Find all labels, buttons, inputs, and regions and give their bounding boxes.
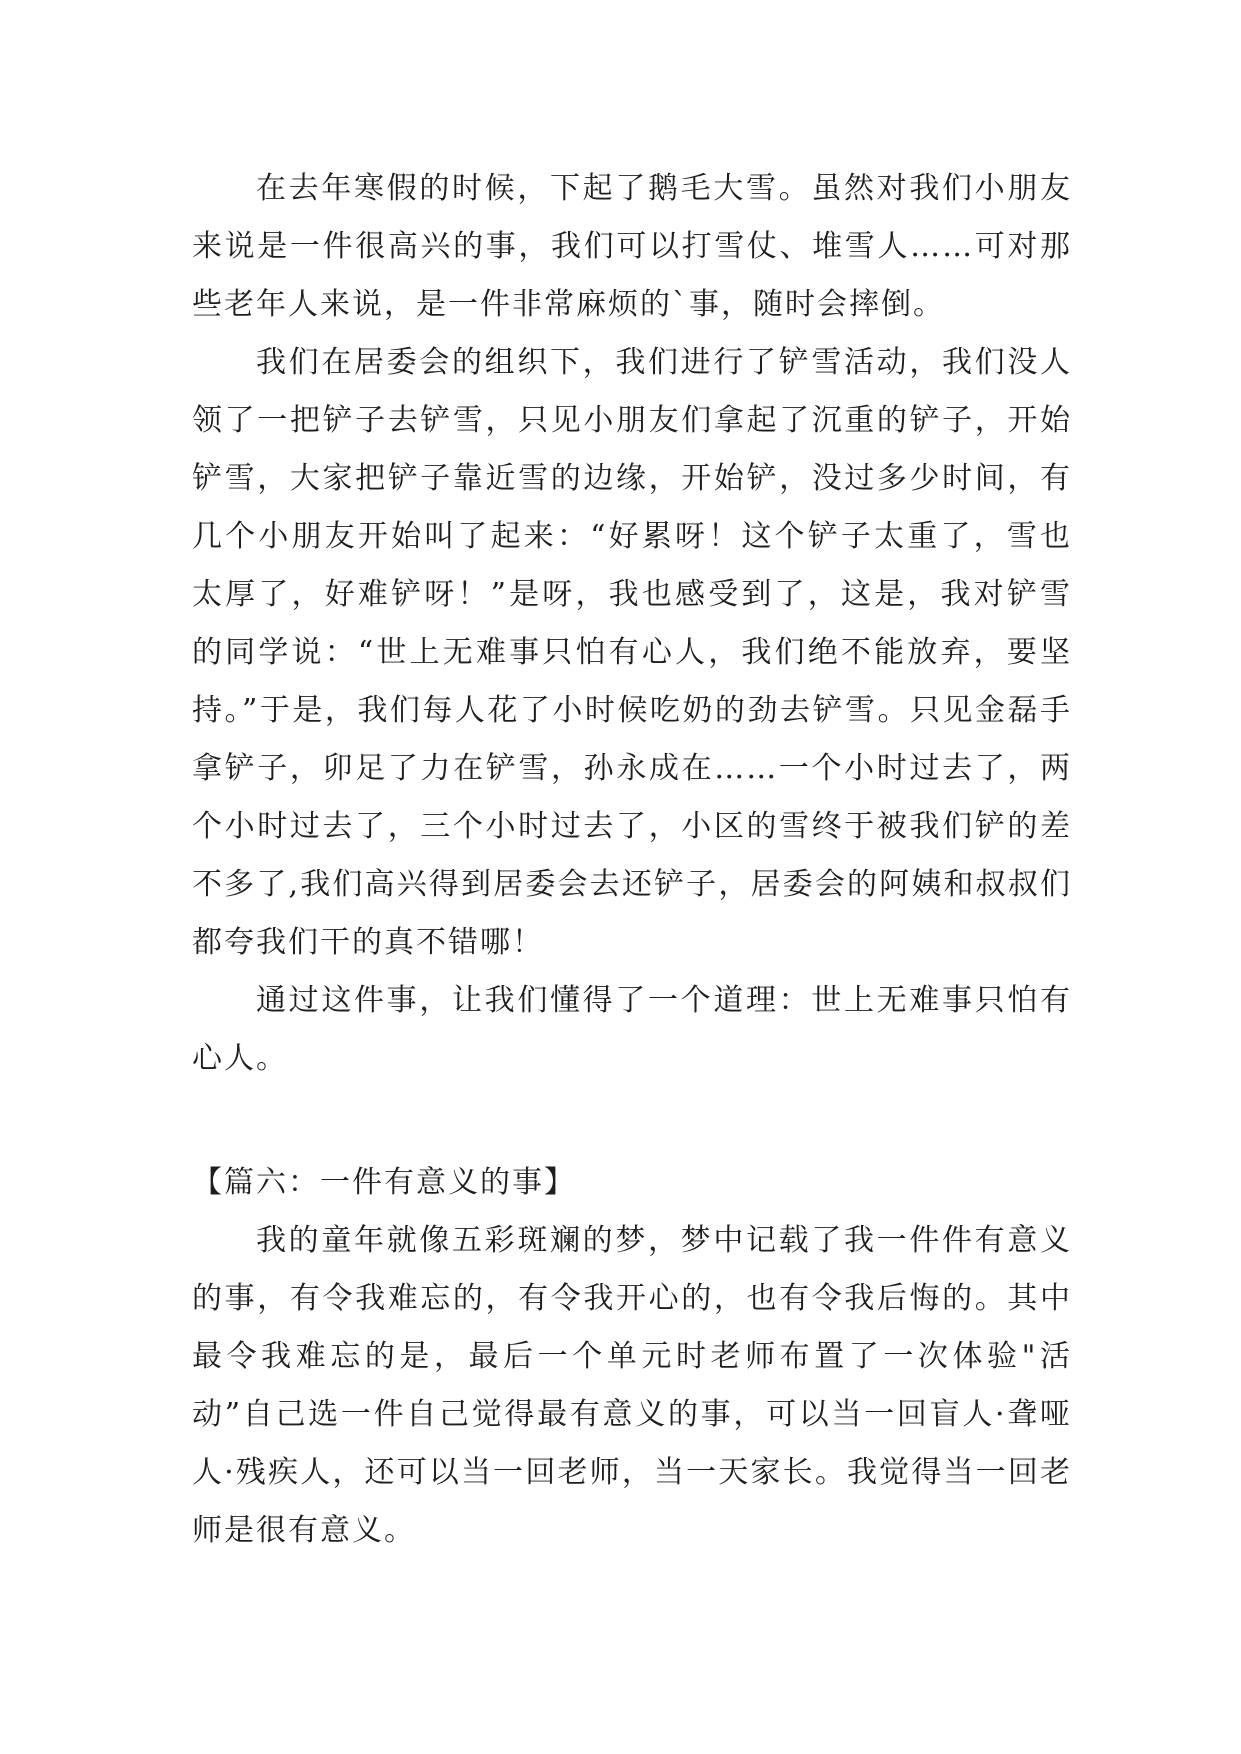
paragraph-snow-day: 在去年寒假的时候，下起了鹅毛大雪。虽然对我们小朋友来说是一件很高兴的事，我们可以打雪仗、堆雪人……可对那些老年人来说，是一件非常麻烦的`事，随时会摔倒。 [192,171,1072,322]
section-spacer [192,1088,1072,1154]
section-heading: 【篇六：一件有意义的事】 [192,1165,576,1200]
document-body [192,160,1072,1560]
paragraph-childhood: 我的童年就像五彩斑斓的梦，梦中记载了我一件件有意义的事，有令我难忘的，有令我开心的，也有令我后悔的。其中最令我难忘的是，最后一个单元时老师布置了一次体验"活动”自己选一件自己觉得最有意义的事，可以当一回盲人·聋哑人·残疾人，还可以当一回老师，当一天家长。我觉得当一回老师是很有意义。 [192,1223,1072,1548]
paragraph-lesson: 通过这件事，让我们懂得了一个道理：世上无难事只怕有心人。 [192,983,1072,1076]
paragraph-shoveling: 我们在居委会的组织下，我们进行了铲雪活动，我们没人领了一把铲子去铲雪，只见小朋友们拿起了沉重的铲子，开始铲雪，大家把铲子靠近雪的边缘，开始铲，没过多少时间，有几个小朋友开始叫了起来：“好累呀！这个铲子太重了，雪也太厚了，好难铲呀！”是呀，我也感受到了，这是，我对铲雪的同学说：“世上无难事只怕有心人，我们绝不能放弃，要坚持。”于是，我们每人花了小时候吃奶的劲去铲雪。只见金磊手拿铲子，卯足了力在铲雪，孙永成在……一个小时过去了，两个小时过去了，三个小时过去了，小区的雪终于被我们铲的差不多了,我们高兴得到居委会去还铲子，居委会的阿姨和叔叔们都夸我们干的真不错哪！ [192,345,1072,960]
